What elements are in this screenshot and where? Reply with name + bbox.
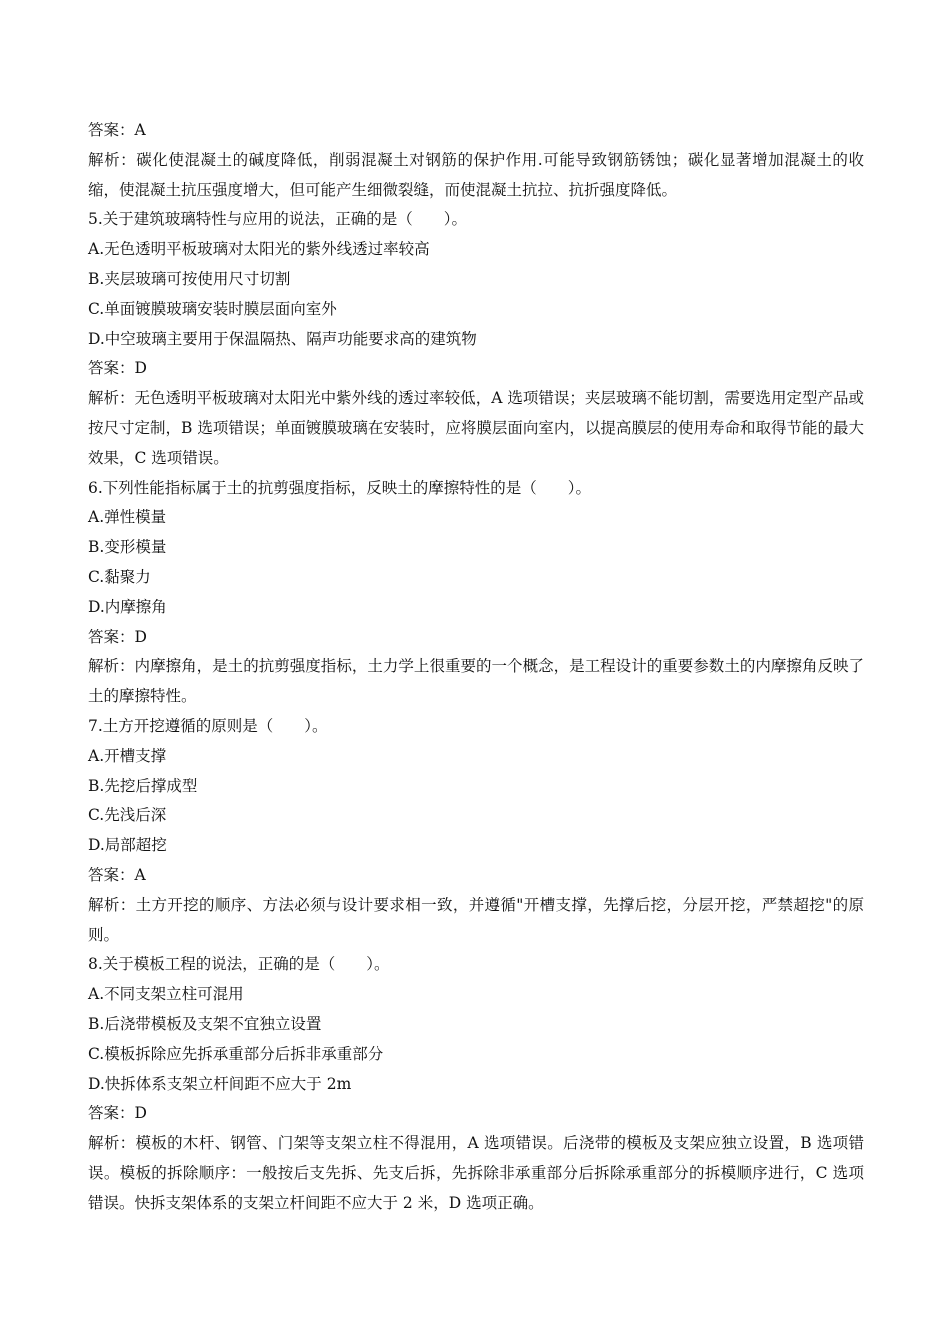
q6-option-a: A.弹性模量 (88, 508, 167, 527)
q6-analysis: 解析：内摩擦角，是土的抗剪强度指标，土力学上很重要的一个概念，是工程设计的重要参数土的内摩擦角反映了土的摩擦特性。 (88, 657, 864, 706)
q6-option-d: D.内摩擦角 (88, 597, 167, 616)
q6-option-c: C.黏聚力 (88, 567, 151, 586)
q6-option-b: B.变形模量 (88, 538, 167, 557)
q4-analysis: 解析：碳化使混凝土的碱度降低，削弱混凝土对钢筋的保护作用.可能导致钢筋锈蚀；碳化显著增加混凝土的收缩，使混凝土抗压强度增大，但可能产生细微裂缝，而使混凝土抗拉、抗折强度降低。 (88, 150, 864, 199)
q5-analysis: 解析：无色透明平板玻璃对太阳光中紫外线的透过率较低，A 选项错误；夹层玻璃不能切割，需要选用定型产品或按尺寸定制，B 选项错误；单面镀膜玻璃在安装时，应将膜层面向室内，以提高膜层的使用寿命和取得节能的最大效果，C 选项错误。 (88, 389, 864, 467)
q5-option-a: A.无色透明平板玻璃对太阳光的紫外线透过率较高 (88, 240, 430, 259)
document-body (88, 116, 864, 1218)
q7-question: 7.土方开挖遵循的原则是（ ）。 (88, 716, 328, 735)
q8-question: 8.关于模板工程的说法，正确的是（ ）。 (88, 955, 390, 974)
q8-answer: 答案：D (88, 1104, 147, 1123)
q8-option-c: C.模板拆除应先拆承重部分后拆非承重部分 (88, 1044, 384, 1063)
q7-option-d: D.局部超挖 (88, 836, 167, 855)
q5-answer: 答案：D (88, 359, 147, 378)
q8-option-d: D.快拆体系支架立杆间距不应大于 2m (88, 1074, 352, 1093)
q5-question: 5.关于建筑玻璃特性与应用的说法，正确的是（ ）。 (88, 210, 468, 229)
q7-analysis: 解析：土方开挖的顺序、方法必须与设计要求相一致，并遵循"开槽支撑，先撑后挖，分层开挖，严禁超挖"的原则。 (88, 895, 864, 944)
q7-option-c: C.先浅后深 (88, 806, 167, 825)
q8-option-a: A.不同支架立柱可混用 (88, 985, 244, 1004)
q7-option-a: A.开槽支撑 (88, 746, 167, 765)
q8-option-b: B.后浇带模板及支架不宜独立设置 (88, 1014, 322, 1033)
q8-analysis: 解析：模板的木杆、钢管、门架等支架立柱不得混用，A 选项错误。后浇带的模板及支架应独立设置，B 选项错误。模板的拆除顺序：一般按后支先拆、先支后拆，先拆除非承重部分后拆除承重部分的拆模顺序进行，C 选项错误。快拆支架体系的支架立杆间距不应大于 2 米，D 选项正确。 (88, 1134, 864, 1212)
q7-option-b: B.先挖后撑成型 (88, 776, 198, 795)
q6-answer: 答案：D (88, 627, 147, 646)
q5-option-b: B.夹层玻璃可按使用尺寸切割 (88, 269, 291, 288)
q5-option-c: C.单面镀膜玻璃安装时膜层面向室外 (88, 299, 337, 318)
q6-question: 6.下列性能指标属于土的抗剪强度指标，反映土的摩擦特性的是（ ）。 (88, 478, 592, 497)
q7-answer: 答案：A (88, 865, 146, 884)
q4-answer: 答案：A (88, 121, 146, 139)
q5-option-d: D.中空玻璃主要用于保温隔热、隔声功能要求高的建筑物 (88, 329, 477, 348)
